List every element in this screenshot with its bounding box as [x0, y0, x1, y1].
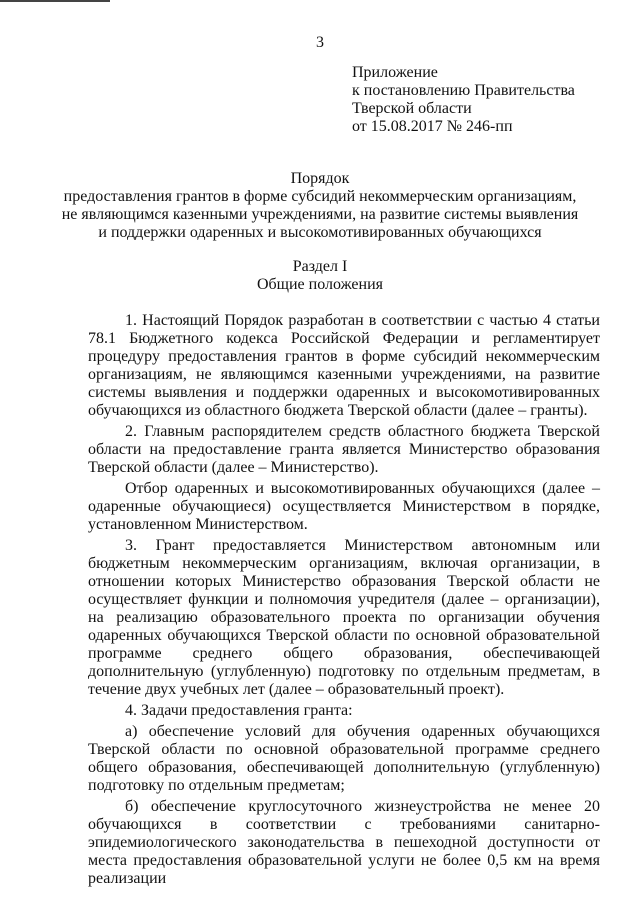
- section-number: Раздел I: [292, 258, 348, 275]
- appendix-line: к постановлению Правительства: [352, 82, 575, 99]
- section-name: Общие положения: [256, 276, 384, 293]
- paragraph: б) обеспечение круглосуточного жизнеустройства не менее 20 обучающихся в соответствии с требованиями санитарно-эпидемиологического законодательства в пешеходной доступности от места предоставления образовательной услуги не более 0,5 км на время реализации: [88, 798, 600, 887]
- paragraph: Отбор одаренных и высокомотивированных обучающихся (далее – одаренные обучающиеся) осуществляется Министерством в порядке, установленном Министерством.: [88, 480, 600, 533]
- paragraph: 1. Настоящий Порядок разработан в соответствии с частью 4 статьи 78.1 Бюджетного кодекса Российской Федерации и регламентирует процедуру предоставления грантов в форме субсидий некоммерческим организациям, не являющимся казенными учреждениями, на развитие системы выявления и поддержки одаренных и высокомотивированных обучающихся из областного бюджета Тверской области (далее – гранты).: [88, 312, 600, 419]
- title-heading: Порядок: [290, 170, 350, 187]
- paragraph: 2. Главным распорядителем средств областного бюджета Тверской области на предоставление гранта является Министерство образования Тверской области (далее – Министерство).: [88, 423, 600, 476]
- appendix-line: Приложение: [352, 64, 438, 81]
- title-line: не являющимся казенными учреждениями, на развитие системы выявления: [61, 206, 579, 223]
- document-title: [60, 170, 580, 242]
- paragraph: 4. Задачи предоставления гранта:: [125, 702, 353, 719]
- paragraph: а) обеспечение условий для обучения одаренных обучающихся Тверской области по основной образовательной программе среднего общего образования, обеспечивающей дополнительную (углубленную) подготовку по отдельным предметам;: [88, 723, 600, 794]
- paragraph: 3. Грант предоставляется Министерством автономным или бюджетным некоммерческим организациям, включая организации, в отношении которых Министерство образования Тверской области не осуществляет функции и полномочия учредителя (далее – организации), на реализацию образовательного проекта по организации обучения одаренных обучающихся Тверской области по основной образовательной программе среднего общего образования, обеспечивающей дополнительную (углубленную) подготовку по отдельным предметам, в течение двух учебных лет (далее – образовательный проект).: [88, 537, 600, 698]
- appendix-line: от 15.08.2017 № 246-пп: [352, 118, 513, 135]
- page-edge-line: [0, 0, 110, 6]
- appendix-line: Тверской области: [352, 100, 472, 117]
- page-number: 3: [316, 34, 324, 51]
- title-line: предоставления грантов в форме субсидий некоммерческим организациям,: [63, 188, 577, 205]
- section-heading: [60, 258, 580, 294]
- document-body: [88, 312, 600, 891]
- appendix-block: [352, 64, 612, 136]
- title-line: и поддержки одаренных и высокомотивированных обучающихся: [98, 224, 542, 241]
